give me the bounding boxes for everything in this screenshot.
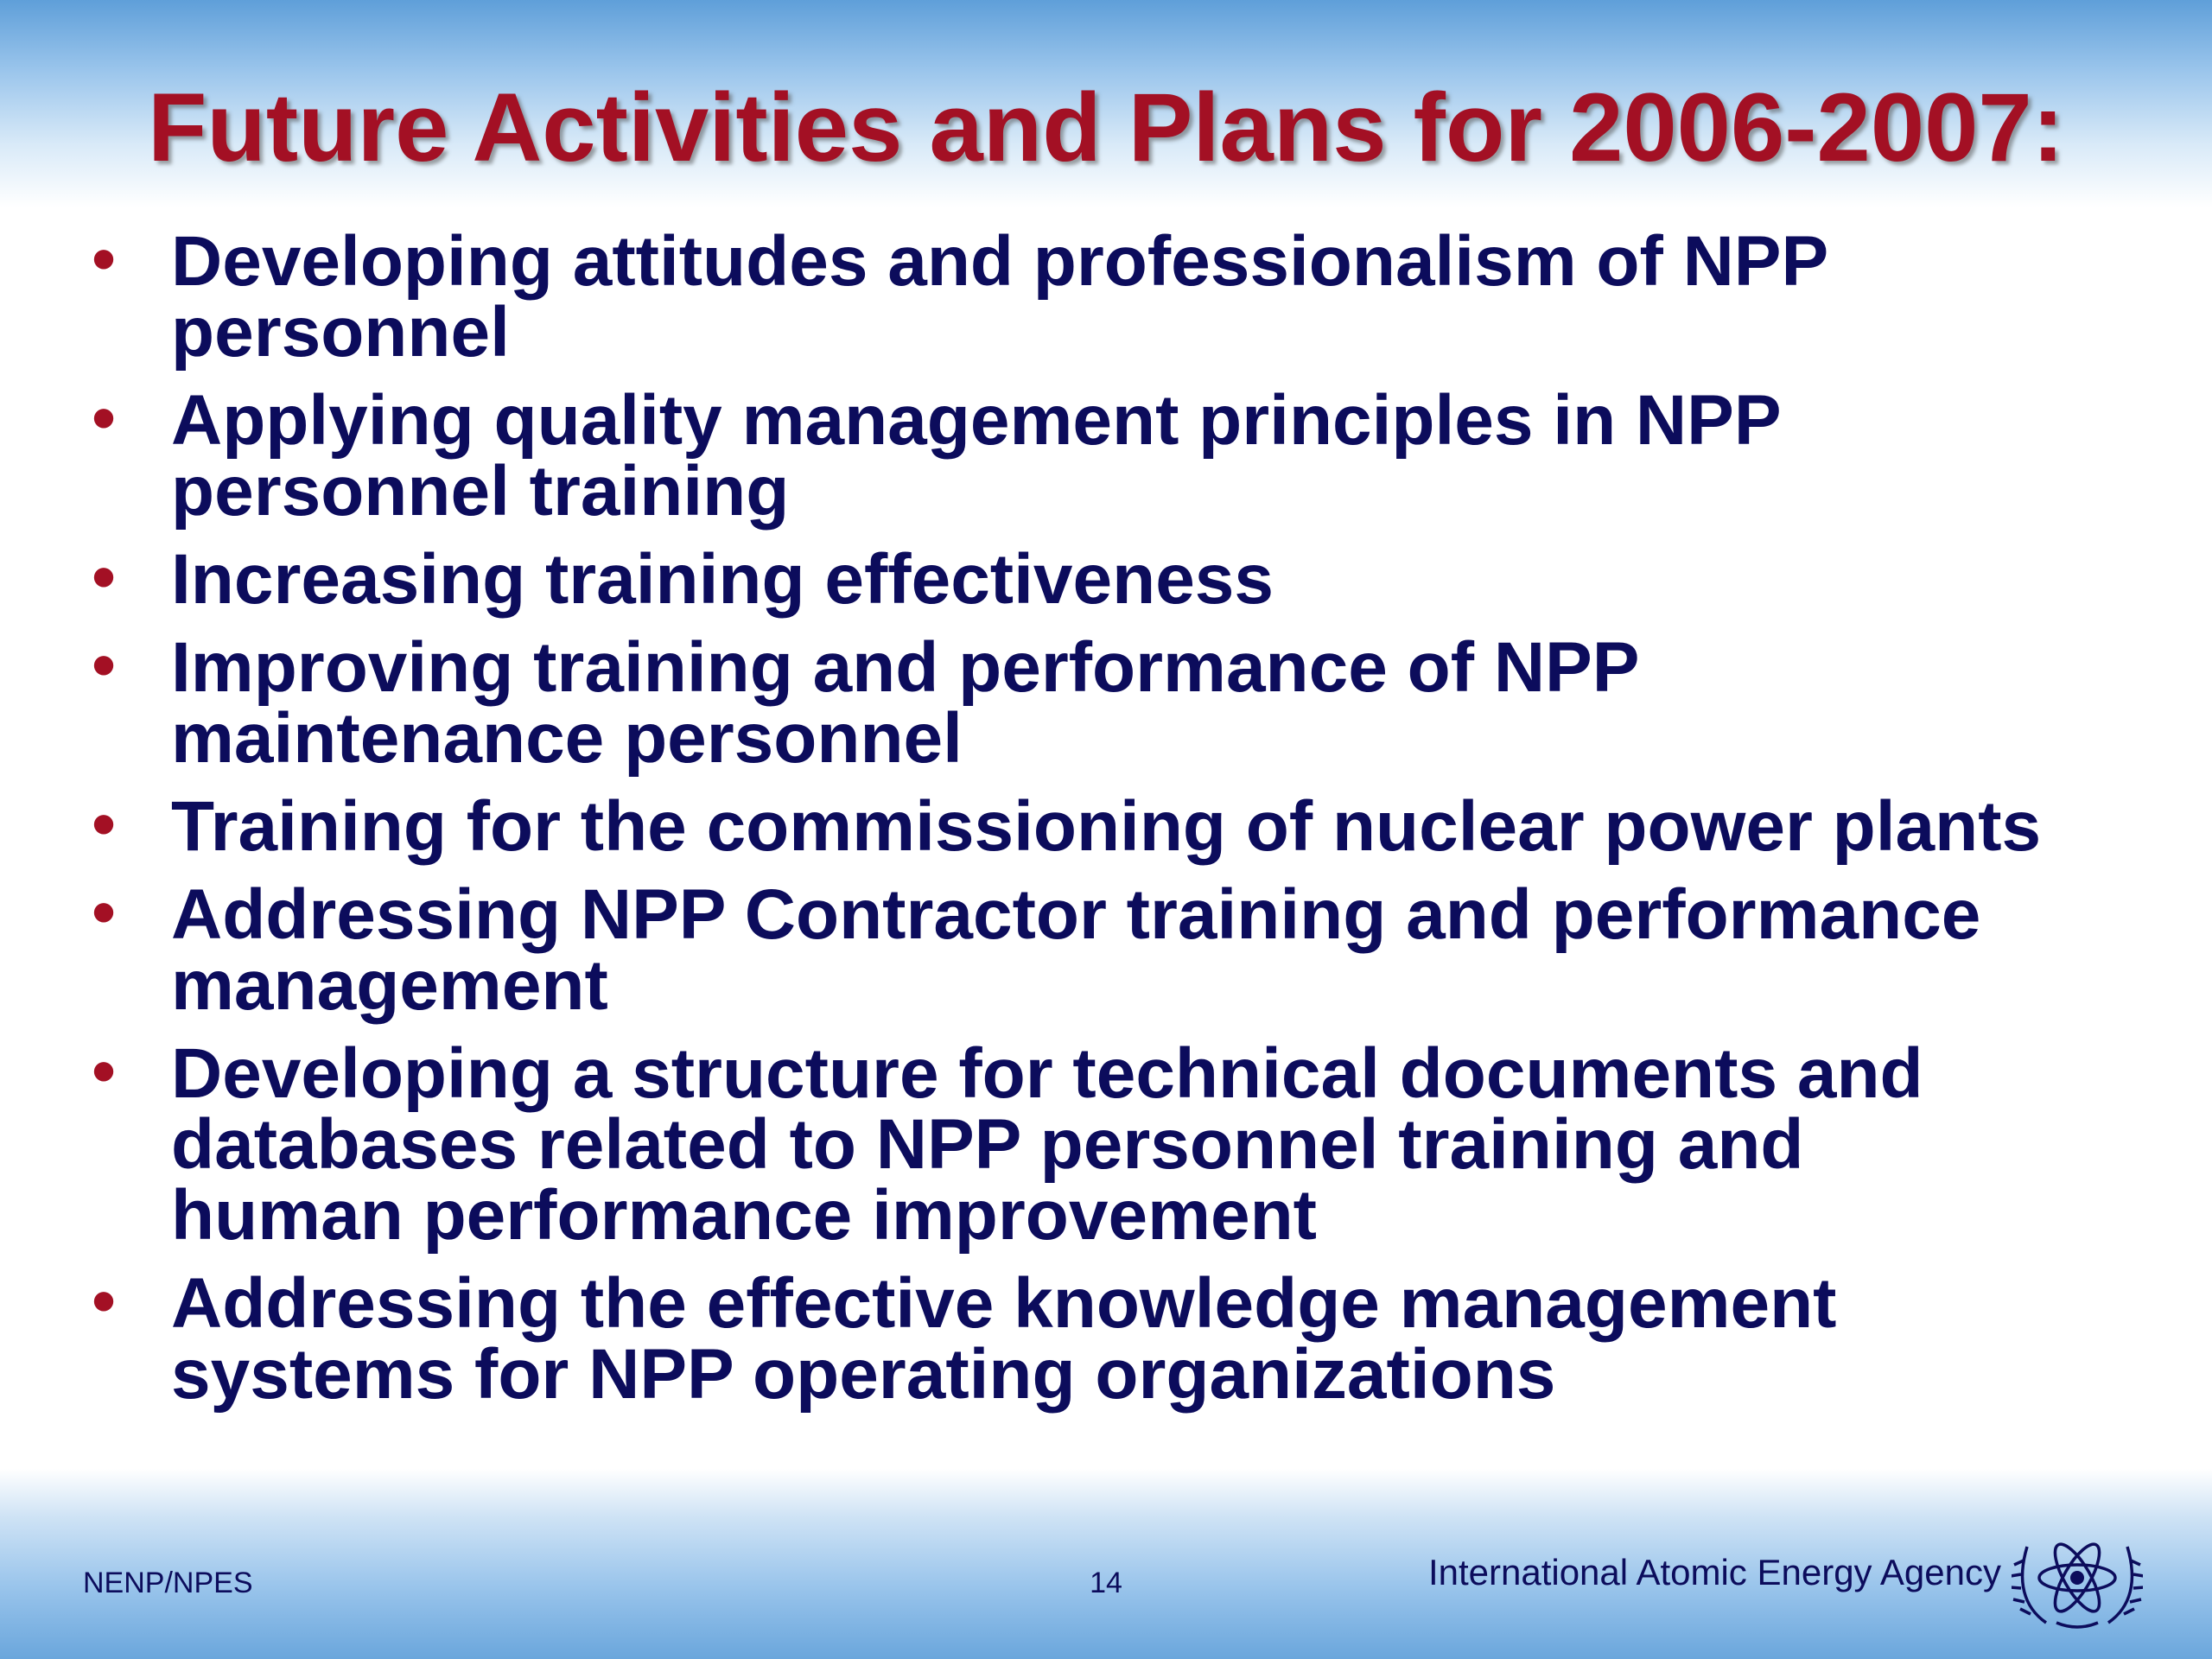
page-number: 14 — [1090, 1567, 1122, 1599]
bullet-text-line: management — [171, 946, 608, 1025]
bullet-item — [86, 379, 2160, 531]
bullet-dot-icon: • — [92, 874, 116, 950]
bullet-list — [86, 220, 2160, 1427]
bullet-text-line: databases related to NPP personnel training and — [171, 1105, 1804, 1184]
footer-department-label: NENP/NPES — [83, 1567, 253, 1599]
footer-agency-name: International Atomic Energy Agency — [1427, 1552, 2001, 1592]
bullet-text-line: Developing a structure for technical documents and — [171, 1034, 1923, 1113]
bullet-item — [86, 1033, 2160, 1255]
bullet-text-line: Addressing the effective knowledge management — [171, 1264, 1837, 1343]
bullet-dot-icon: • — [92, 538, 116, 614]
bullet-text-line: Increasing training effectiveness — [171, 540, 1274, 619]
bullet-dot-icon: • — [92, 1262, 116, 1338]
bullet-item — [86, 220, 2160, 372]
slide-title: Future Activities and Plans for 2006-2007: — [148, 73, 2064, 181]
bullet-text-line: Addressing NPP Contractor training and performance — [171, 875, 1981, 954]
bullet-item — [86, 1262, 2160, 1414]
bullet-dot-icon: • — [92, 785, 116, 861]
bullet-dot-icon: • — [92, 1033, 116, 1109]
bullet-text-line: Training for the commissioning of nuclear power plants — [171, 787, 2042, 866]
bullet-dot-icon: • — [92, 379, 116, 455]
bullet-text-line: Developing attitudes and professionalism of NPP — [171, 222, 1829, 301]
bullet-text-line: maintenance personnel — [171, 699, 963, 778]
bullet-text-line: human performance improvement — [171, 1176, 1317, 1255]
iaea-emblem-icon — [2012, 1521, 2143, 1633]
bullet-item — [86, 874, 2160, 1025]
bullet-text-line: systems for NPP operating organizations — [171, 1335, 1556, 1414]
bullet-dot-icon: • — [92, 220, 116, 296]
bullet-item — [86, 626, 2160, 778]
bullet-dot-icon: • — [92, 626, 116, 702]
bullet-item — [86, 538, 2160, 619]
bullet-text-line: Applying quality management principles in NPP — [171, 381, 1782, 460]
bullet-text-line: personnel training — [171, 452, 790, 531]
bullet-item — [86, 785, 2160, 866]
bullet-text-line: Improving training and performance of NPP — [171, 628, 1640, 707]
bullet-text-line: personnel — [171, 293, 510, 372]
